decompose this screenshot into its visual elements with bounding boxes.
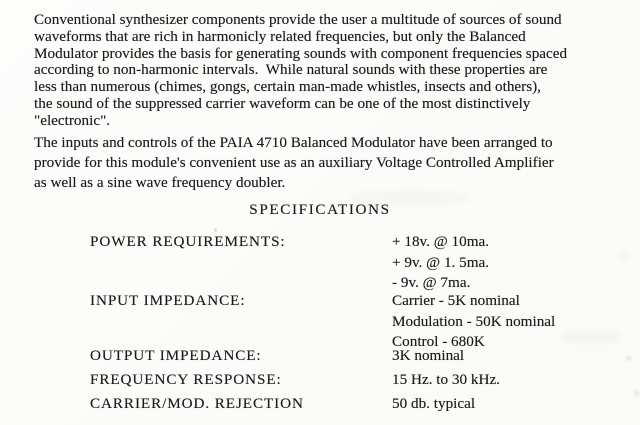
spec-value: 3K nominal [392, 347, 465, 364]
spec-label: OUTPUT IMPEDANCE: [90, 347, 262, 364]
paragraph-line: as well as a sine wave frequency doubler. [34, 174, 286, 191]
spec-value: + 9v. @ 1. 5ma. [392, 253, 490, 271]
inputs-controls-paragraph [34, 133, 620, 193]
spec-label: INPUT IMPEDANCE: [90, 292, 246, 309]
paragraph-line: according to non-harmonic intervals. While natural sounds with these properties are [34, 61, 548, 79]
spec-values [392, 394, 475, 415]
paragraph-line: the sound of the suppressed carrier waveform can be one of the most distinctively [34, 94, 531, 112]
specifications-heading: SPECIFICATIONS [249, 201, 391, 218]
spec-value: Carrier - 5K nominal [392, 292, 520, 309]
scan-speck [626, 356, 632, 361]
spec-values [392, 232, 489, 294]
spec-value: Control - 680K [392, 333, 485, 350]
spec-values [392, 291, 555, 353]
paragraph-line: less than numerous (chimes, gongs, certain man-made whistles, insects and others), [34, 78, 541, 96]
paragraph-line: "electronic". [34, 111, 111, 129]
spec-value: - 9v. @ 7ma. [392, 274, 471, 291]
scan-speck [634, 390, 639, 396]
paragraph-line: Modulator provides the basis for generating sounds with component frequencies spaced [34, 44, 568, 62]
paragraph-line: waveforms that are rich in harmonicly related frequencies, but only the Balanced [34, 27, 526, 45]
paragraph-line: provide for this module's convenient use as an auxiliary Voltage Controlled Amplifier [34, 154, 554, 171]
scan-smudge [560, 330, 620, 344]
spec-values [392, 346, 464, 367]
paragraph-line: The inputs and controls of the PAIA 4710 Balanced Modulator have been arranged to [34, 134, 553, 151]
paragraph-line: Conventional synthesizer components provide the user a multitude of sources of sound [34, 11, 562, 28]
spec-values [392, 370, 500, 391]
spec-label: POWER REQUIREMENTS: [90, 233, 286, 250]
spec-label: FREQUENCY RESPONSE: [90, 371, 282, 388]
spec-value: Modulation - 50K nominal [392, 312, 556, 330]
intro-paragraph [34, 12, 620, 130]
spec-value: 15 Hz. to 30 kHz. [392, 371, 500, 388]
spec-label: CARRIER/MOD. REJECTION [90, 395, 304, 412]
spec-value: + 18v. @ 10ma. [392, 233, 490, 250]
spec-value: 50 db. typical [392, 395, 476, 412]
scan-smudge [618, 252, 628, 260]
